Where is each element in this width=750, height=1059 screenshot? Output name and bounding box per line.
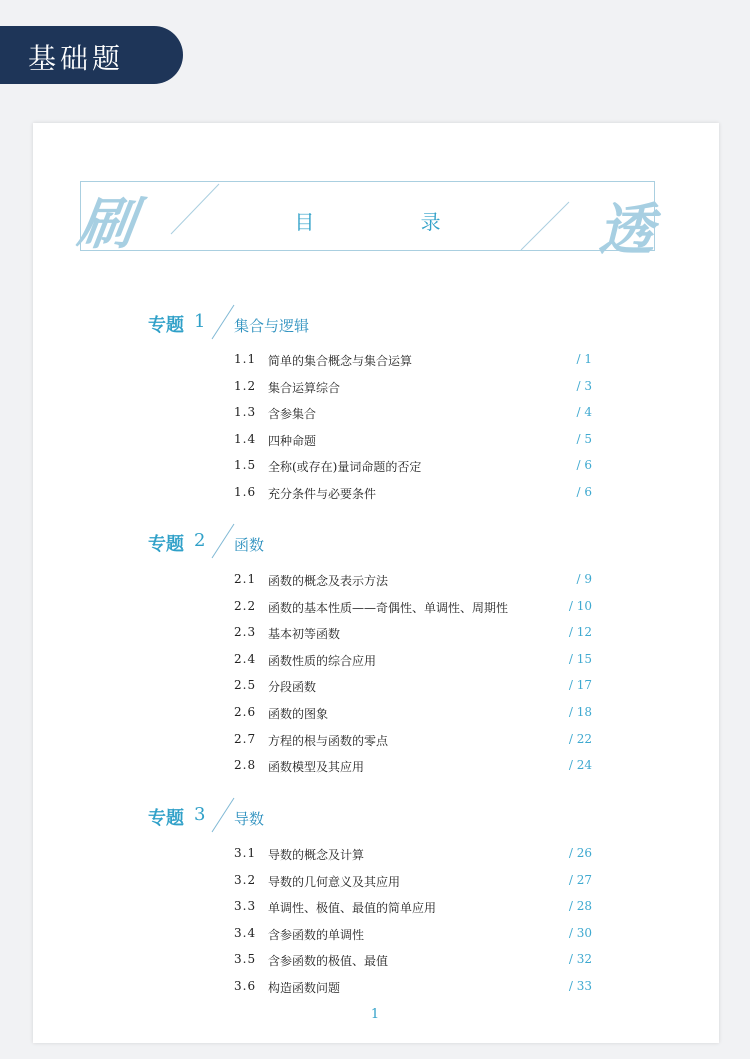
entry-title: 导数的几何意义及其应用: [268, 875, 401, 889]
toc-entry[interactable]: [234, 732, 592, 752]
entry-title: 简单的集合概念与集合运算: [268, 354, 413, 368]
toc-entry[interactable]: [234, 625, 592, 645]
entry-number: 3.3: [234, 899, 257, 913]
page-number: 1: [370, 1007, 380, 1022]
entry-number: 1.5: [234, 458, 257, 472]
entry-number: 2.8: [234, 758, 257, 772]
toc-entry[interactable]: [234, 352, 592, 372]
entry-title: 方程的根与函数的零点: [268, 734, 389, 748]
entry-title: 充分条件与必要条件: [268, 487, 377, 501]
toc-entry[interactable]: [234, 926, 592, 946]
toc-entry[interactable]: [234, 952, 592, 972]
toc-entry[interactable]: [234, 432, 592, 452]
entry-number: 3.5: [234, 952, 257, 966]
toc-entry[interactable]: [234, 652, 592, 672]
entry-number: 2.4: [234, 652, 257, 666]
toc-entry[interactable]: [234, 572, 592, 592]
toc-entry[interactable]: [234, 678, 592, 698]
entry-number: 2.3: [234, 625, 257, 639]
entry-title: 函数性质的综合应用: [268, 654, 377, 668]
toc-entry[interactable]: [234, 485, 592, 505]
toc-entry[interactable]: [234, 873, 592, 893]
section-number: 1: [194, 311, 206, 332]
section-label: 专题: [148, 808, 184, 829]
entry-page: / 5: [576, 432, 592, 446]
entry-title: 集合运算综合: [268, 381, 341, 395]
toc-title: 目 录: [294, 210, 491, 234]
entry-title: 构造函数问题: [268, 981, 341, 995]
entry-page: / 3: [576, 379, 592, 393]
entry-number: 2.1: [234, 572, 257, 586]
toc-entry[interactable]: [234, 458, 592, 478]
section-number: 2: [194, 530, 206, 551]
entry-number: 2.7: [234, 732, 257, 746]
toc-entry[interactable]: [234, 899, 592, 919]
entry-title: 函数模型及其应用: [268, 760, 365, 774]
entry-number: 1.3: [234, 405, 257, 419]
entry-page: / 32: [568, 952, 592, 966]
entry-number: 3.2: [234, 873, 257, 887]
entry-title: 函数的图象: [268, 707, 329, 721]
entry-number: 1.2: [234, 379, 257, 393]
brush-char-left: 刷: [73, 191, 140, 257]
entry-number: 1.4: [234, 432, 257, 446]
section-title: 函数: [234, 536, 265, 554]
section-tab: [0, 26, 183, 84]
entry-page: / 26: [568, 846, 592, 860]
section-label: 专题: [148, 315, 184, 336]
toc-entry[interactable]: [234, 405, 592, 425]
toc-entry[interactable]: [234, 979, 592, 999]
entry-page: / 17: [568, 678, 592, 692]
entry-title: 含参函数的极值、最值: [268, 954, 389, 968]
section-label: 专题: [148, 534, 184, 555]
entry-page: / 28: [568, 899, 592, 913]
entry-title: 基本初等函数: [268, 627, 341, 641]
entry-page: / 10: [568, 599, 592, 613]
brush-char-right: 透: [598, 197, 654, 263]
entry-page: / 6: [576, 458, 592, 472]
section-slash: [210, 520, 236, 560]
entry-number: 3.4: [234, 926, 257, 940]
entry-number: 2.2: [234, 599, 257, 613]
entry-title: 全称(或存在)量词命题的否定: [268, 460, 422, 474]
entry-number: 2.5: [234, 678, 257, 692]
toc-entry[interactable]: [234, 379, 592, 399]
section-title: 集合与逻辑: [234, 317, 310, 335]
entry-page: / 6: [576, 485, 592, 499]
entry-page: / 24: [568, 758, 592, 772]
entry-page: / 1: [576, 352, 592, 366]
entry-page: / 27: [568, 873, 592, 887]
entry-number: 3.6: [234, 979, 257, 993]
entry-number: 2.6: [234, 705, 257, 719]
entry-title: 含参函数的单调性: [268, 928, 365, 942]
entry-title: 含参集合: [268, 407, 317, 421]
entry-title: 单调性、极值、最值的简单应用: [268, 901, 437, 915]
toc-entry[interactable]: [234, 758, 592, 778]
toc-entry[interactable]: [234, 846, 592, 866]
entry-page: / 15: [568, 652, 592, 666]
entry-title: 分段函数: [268, 680, 317, 694]
entry-title: 导数的概念及计算: [268, 848, 365, 862]
entry-title: 四种命题: [268, 434, 317, 448]
entry-number: 3.1: [234, 846, 257, 860]
entry-title: 函数的概念及表示方法: [268, 574, 389, 588]
entry-page: / 12: [568, 625, 592, 639]
entry-page: / 9: [576, 572, 592, 586]
section-number: 3: [194, 804, 206, 825]
section-slash: [210, 794, 236, 834]
entry-page: / 18: [568, 705, 592, 719]
entry-page: / 4: [576, 405, 592, 419]
entry-title: 函数的基本性质——奇偶性、单调性、周期性: [268, 601, 509, 615]
toc-entry[interactable]: [234, 705, 592, 725]
toc-banner: [73, 181, 655, 263]
section-title: 导数: [234, 810, 265, 828]
tab-label: 基础题: [28, 42, 125, 75]
section-slash: [210, 301, 236, 341]
entry-number: 1.1: [234, 352, 257, 366]
entry-page: / 30: [568, 926, 592, 940]
entry-page: / 22: [568, 732, 592, 746]
toc-entry[interactable]: [234, 599, 592, 619]
entry-number: 1.6: [234, 485, 257, 499]
entry-page: / 33: [568, 979, 592, 993]
